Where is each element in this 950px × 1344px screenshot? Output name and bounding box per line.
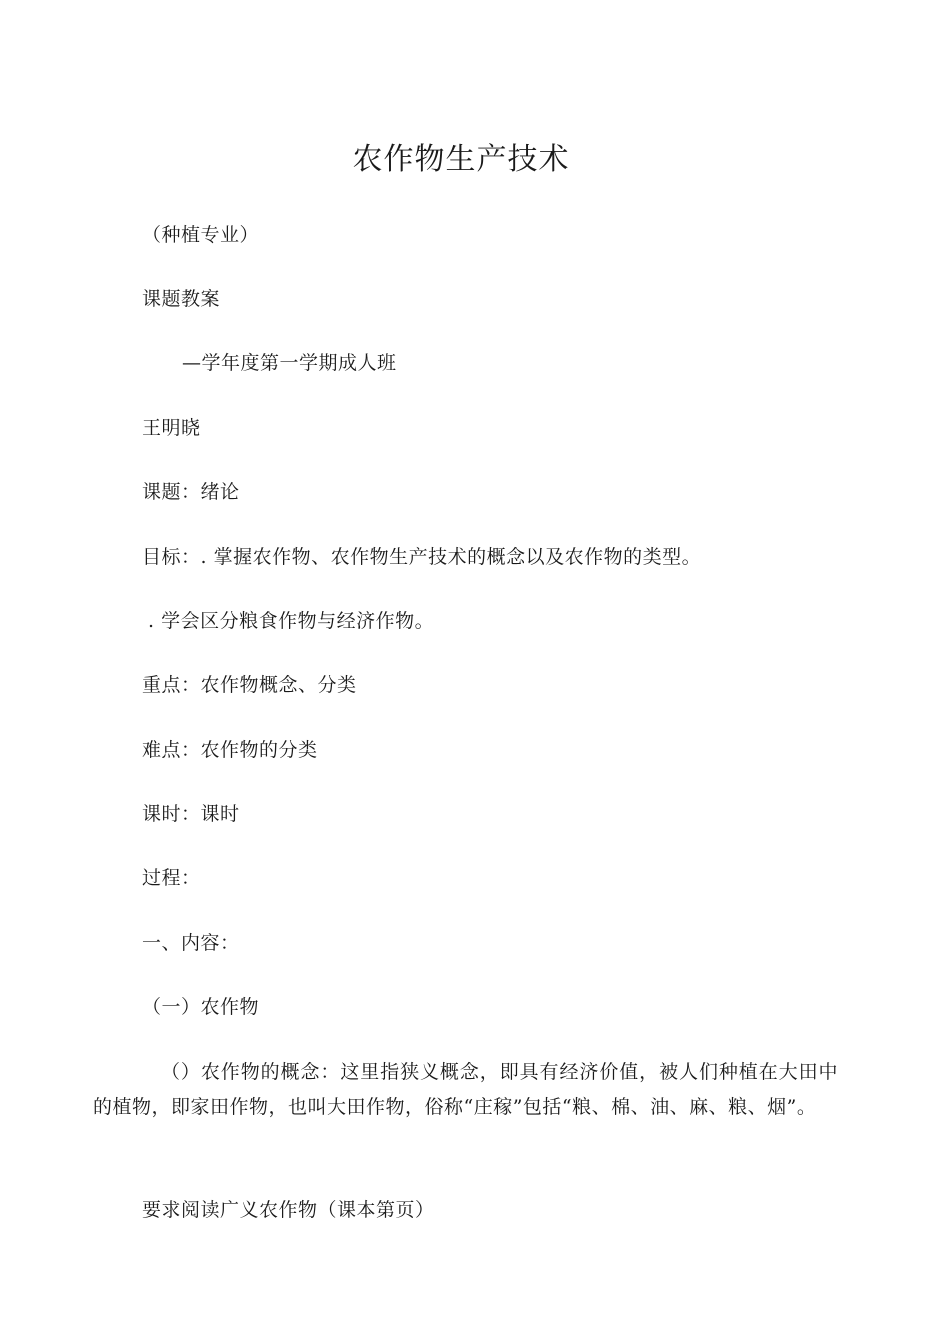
goal-line-1: 目标：. 掌握农作物、农作物生产技术的概念以及农作物的类型。: [142, 546, 702, 568]
goal-line-2: . 学会区分粮食作物与经济作物。: [148, 610, 435, 632]
key-point-line: 重点：农作物概念、分类: [142, 674, 357, 696]
class-hours-line: 课时：课时: [142, 803, 240, 825]
crops-subheading: （一）农作物: [142, 996, 260, 1018]
crop-concept-paragraph: （）农作物的概念：这里指狭义概念，即具有经济价值，被人们种植在大田中的植物，即家田作物，也叫大田作物，俗称“庄稼”包括“粮、棉、油、麻、粮、烟”。: [93, 1061, 838, 1118]
semester-line: —学年度第一学期成人班: [182, 352, 397, 374]
process-heading: 过程：: [142, 867, 201, 889]
difficulty-line: 难点：农作物的分类: [142, 739, 318, 761]
topic-line: 课题：绪论: [142, 481, 240, 503]
reading-requirement-line: 要求阅读广义农作物（课本第页）: [142, 1199, 435, 1221]
author-name: 王明晓: [142, 417, 201, 439]
document-title: 农作物生产技术: [352, 142, 570, 177]
content-heading: 一、内容：: [142, 932, 240, 954]
lesson-plan-label: 课题教案: [142, 288, 221, 310]
subtitle-major: （种植专业）: [142, 224, 260, 246]
